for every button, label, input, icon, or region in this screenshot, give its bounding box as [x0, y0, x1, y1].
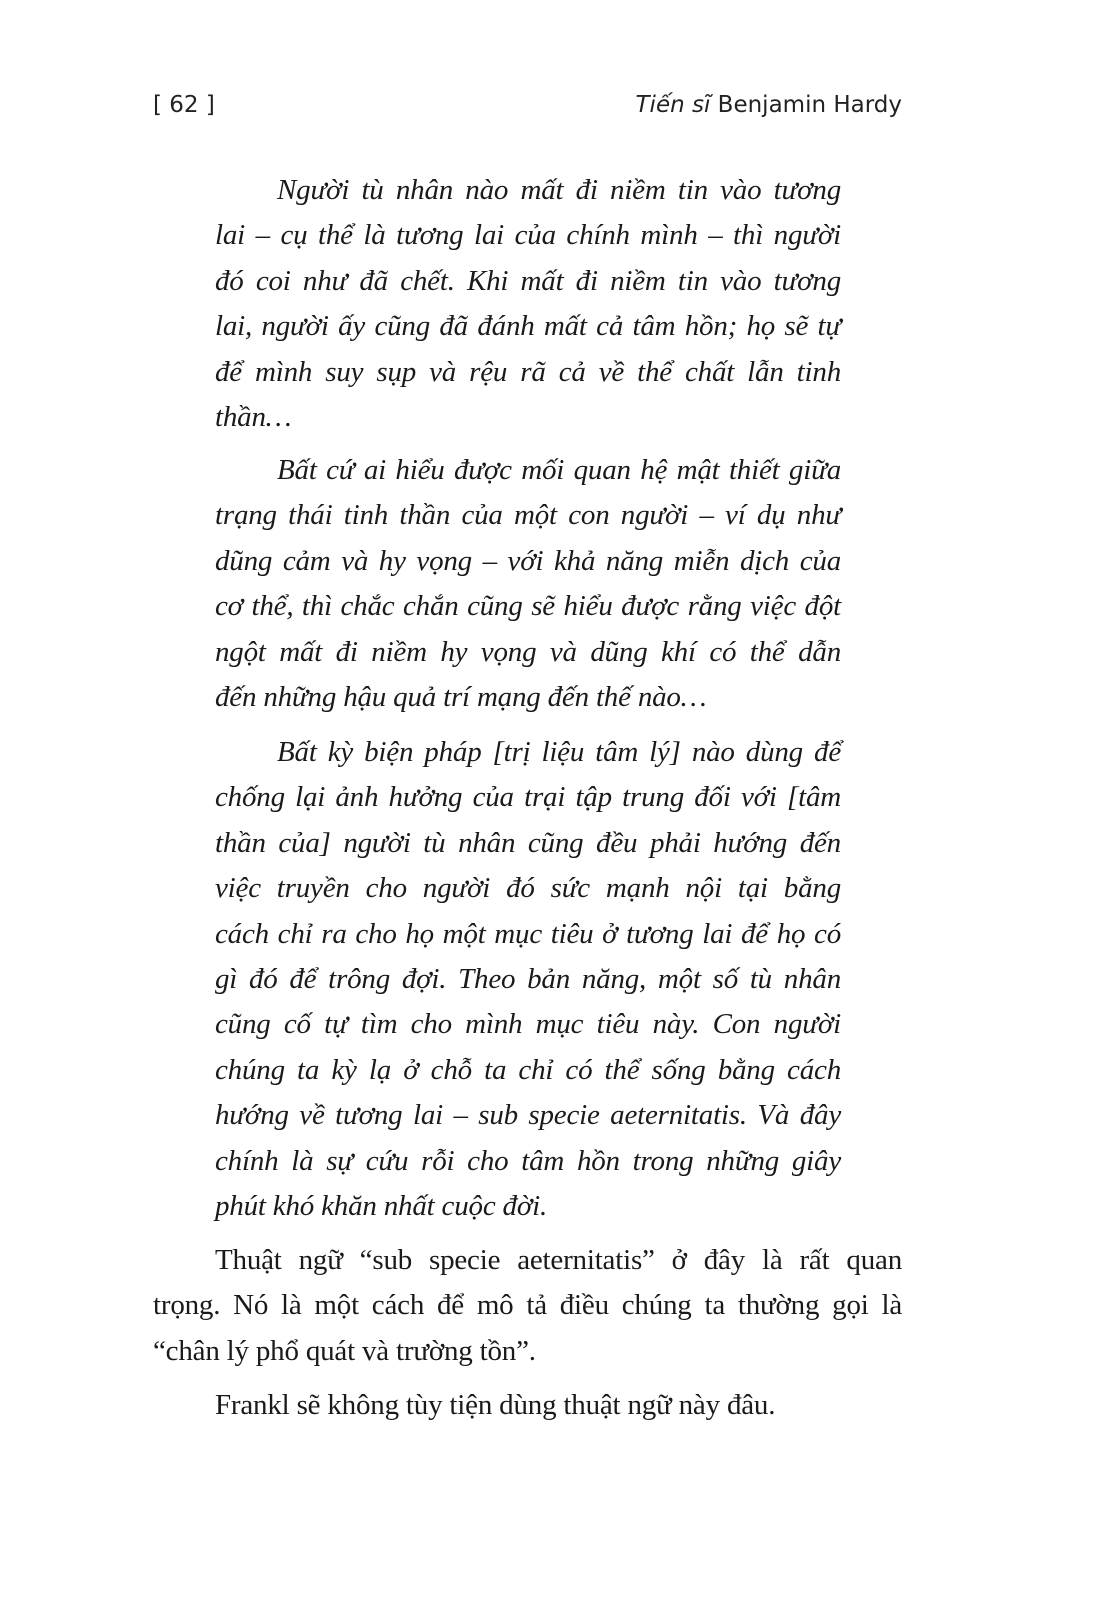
quote-paragraph [215, 448, 841, 720]
text-line: thần… [215, 401, 292, 434]
text-line: lai, người ấy cũng đã đánh mất cả tâm hồn; họ sẽ tự [215, 310, 841, 343]
author-prefix: Tiến sĩ [635, 92, 711, 118]
text-line: gì đó để trông đợi. Theo bản năng, một số tù nhân [215, 963, 841, 996]
text-line: “chân lý phổ quát và trường tồn”. [153, 1334, 536, 1367]
text-line: cơ thể, thì chắc chắn cũng sẽ hiểu được rằng việc đột [215, 590, 841, 623]
text-line: đến những hậu quả trí mạng đến thế nào… [215, 681, 707, 714]
text-line: cũng cố tự tìm cho mình mục tiêu này. Con người [215, 1008, 841, 1041]
text-line: Thuật ngữ “sub specie aeternitatis” ở đây là rất quan [215, 1244, 902, 1276]
text-line: lai – cụ thể là tương lai của chính mình – thì người [215, 219, 841, 252]
author-name: Benjamin Hardy [717, 92, 902, 118]
quote-paragraph [215, 730, 841, 1229]
text-line: đó coi như đã chết. Khi mất đi niềm tin vào tương [215, 264, 841, 297]
text-line: thần của] người tù nhân cũng đều phải hướng đến [215, 826, 841, 859]
text-line: dũng cảm và hy vọng – với khả năng miễn dịch của [215, 544, 841, 577]
text-line: chúng ta kỳ lạ ở chỗ ta chỉ có thể sống bằng cách [215, 1053, 841, 1086]
text-line: cách chỉ ra cho họ một mục tiêu ở tương lai để họ có [215, 917, 841, 950]
text-line: Bất cứ ai hiểu được mối quan hệ mật thiết giữa [277, 454, 841, 486]
text-line: chống lại ảnh hưởng của trại tập trung đối với [tâm [215, 781, 841, 814]
quote-paragraph [215, 168, 841, 440]
text-line: Người tù nhân nào mất đi niềm tin vào tương [277, 174, 841, 206]
text-line: trọng. Nó là một cách để mô tả điều chúng ta thường gọi là [153, 1289, 902, 1322]
running-header [636, 92, 903, 118]
page-number: [ 62 ] [153, 92, 215, 118]
text-line: phút khó khăn nhất cuộc đời. [215, 1190, 548, 1223]
text-line: hướng về tương lai – sub specie aeternitatis. Và đây [215, 1099, 841, 1132]
body-paragraph [153, 1238, 902, 1374]
body-paragraph [153, 1383, 902, 1428]
text-line: Frankl sẽ không tùy tiện dùng thuật ngữ này đâu. [215, 1389, 776, 1421]
text-line: chính là sự cứu rỗi cho tâm hồn trong những giây [215, 1144, 841, 1177]
text-line: để mình suy sụp và rệu rã cả về thể chất lẫn tinh [215, 355, 841, 388]
text-line: Bất kỳ biện pháp [trị liệu tâm lý] nào dùng để [277, 736, 841, 768]
text-line: ngột mất đi niềm hy vọng và dũng khí có thể dẫn [215, 635, 841, 668]
text-line: việc truyền cho người đó sức mạnh nội tại bằng [215, 872, 841, 905]
text-line: trạng thái tinh thần của một con người – ví dụ như [215, 499, 841, 532]
